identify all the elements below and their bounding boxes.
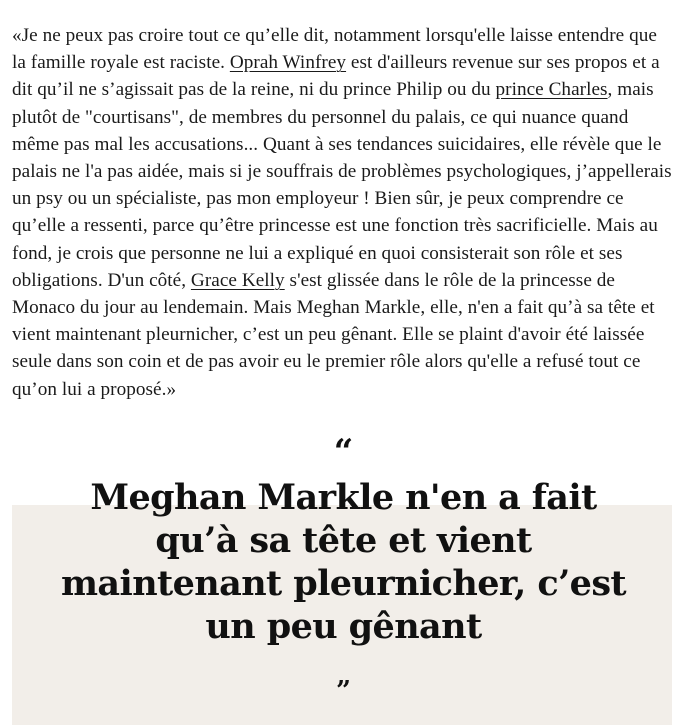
close-quote-mark: ” xyxy=(336,676,351,706)
grace-kelly-link[interactable]: Grace Kelly xyxy=(190,269,285,291)
oprah-winfrey-link[interactable]: Oprah Winfrey xyxy=(229,52,347,74)
prince-charles-link[interactable]: prince Charles xyxy=(495,79,608,101)
open-quote-mark: “ xyxy=(333,432,354,472)
paragraph-text: est d'ailleurs revenue sur ses propos et a dit qu’il ne s’agissait pas de la reine, ni du prince Philip ou du xyxy=(12,52,660,101)
paragraph-text: «Je ne peux pas croire tout ce qu’elle dit, notamment lorsqu'elle laisse entendre que la famille royale est raciste. xyxy=(12,25,657,74)
paragraph-text: s'est glissée dans le rôle de la princesse de Monaco du jour au lendemain. Mais Meghan Markle, elle, n'en a fait qu’à sa tête et vient maintenant pleurnicher, c’est un peu gênant. Elle se plaint d'avoir été laissée seule dans son coin et de pas avoir eu le premier rôle alors qu'elle a refusé tout ce qu’on lui a proposé.» xyxy=(12,269,655,400)
pull-quote-text: Meghan Markle n'en a fait qu’à sa tête et vient maintenant pleurnicher, c’est un peu gênant xyxy=(60,477,626,647)
paragraph-text: , mais plutôt de "courtisans", de membres du personnel du palais, ce qui nuance quand même pas mal les accusations... Quant à ses tendances suicidaires, elle révèle que le palais ne l'a pas aidée, mais si je souffrais de problèmes psychologiques, j’appellerais un psy ou un spécialiste, pas mon employeur ! Bien sûr, je peux comprendre ce qu’elle a ressenti, parce qu’être princesse est une fonction très sacrificielle. Mais au fond, je crois que personne ne lui a expliqué en quoi consisterait son rôle et ses obligations. D'un côté, xyxy=(12,79,672,291)
article-paragraph xyxy=(12,22,675,403)
